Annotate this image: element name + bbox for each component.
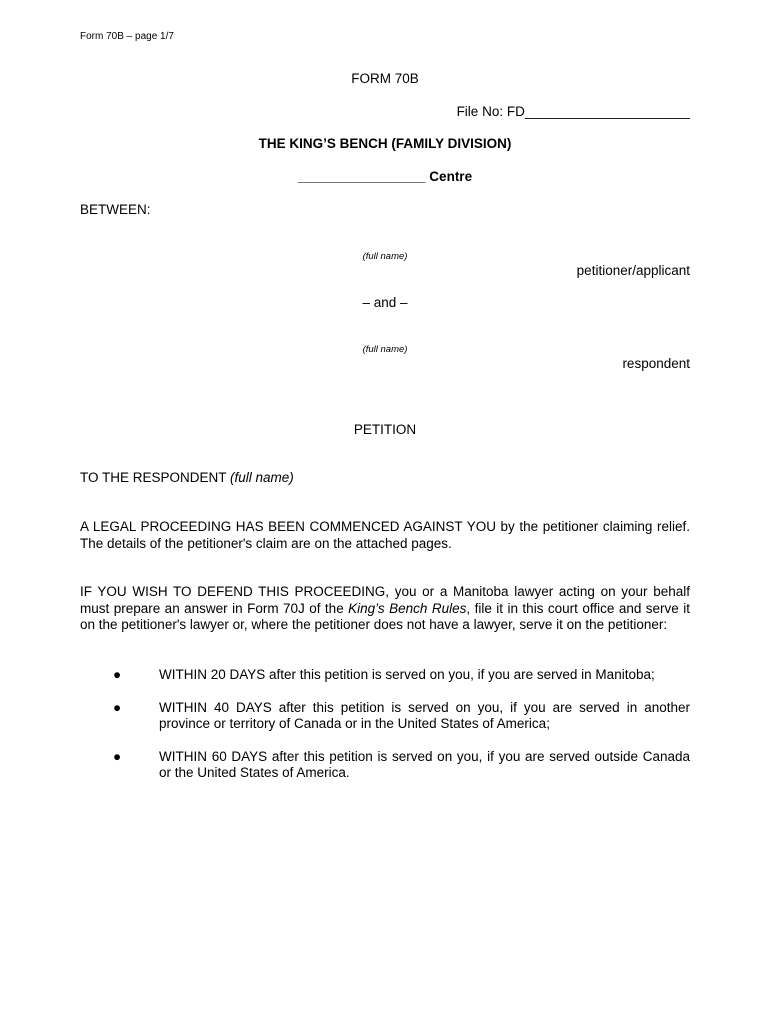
petitioner-role: petitioner/applicant [576, 263, 690, 278]
bullet-icon: ● [113, 667, 122, 682]
defend-text-2: , file it in this court office and serve it on the petitioner's lawyer or, where the petitioner does not have a lawyer, serve it on the petitioner: [80, 600, 690, 632]
bullet-icon: ● [113, 749, 122, 764]
deadline-item: WITHIN 20 DAYS after this petition is served on you, if you are served in Manitoba; [159, 667, 655, 682]
claim-paragraph: A LEGAL PROCEEDING HAS BEEN COMMENCED AGAINST YOU by the petitioner claiming relief. The details of the petitioner's claim are on the attached pages. [80, 519, 690, 551]
bullet-icon: ● [113, 700, 122, 715]
deadline-item: WITHIN 40 DAYS after this petition is served on you, if you are served in another province or territory of Canada or in the United States of America; [159, 700, 690, 731]
and-separator: – and – [362, 295, 408, 310]
defend-paragraph [80, 584, 690, 634]
petitioner-name-hint: (full name) [362, 251, 408, 262]
page-header: Form 70B – page 1/7 [80, 31, 174, 42]
form-title: FORM 70B [351, 71, 419, 86]
document-title: PETITION [353, 422, 417, 437]
centre-line: _________________ Centre [297, 169, 473, 184]
respondent-role: respondent [622, 356, 690, 371]
defend-text-1: IF YOU WISH TO DEFEND THIS PROCEEDING, you or a Manitoba lawyer acting on your behalf must prepare an answer in Form 70J of the [80, 584, 690, 616]
to-respondent-hint: (full name) [230, 470, 294, 485]
respondent-name-hint: (full name) [362, 344, 408, 355]
rules-reference: King’s Bench Rules [348, 600, 467, 616]
court-name: THE KING’S BENCH (FAMILY DIVISION) [258, 136, 512, 151]
to-respondent-text: TO THE RESPONDENT [80, 470, 231, 485]
between-label: BETWEEN: [80, 202, 151, 217]
deadline-item: WITHIN 60 DAYS after this petition is served on you, if you are served outside Canada or the United States of America. [159, 749, 690, 780]
to-respondent-line [80, 470, 294, 485]
file-number: File No: FD______________________ [456, 104, 690, 119]
